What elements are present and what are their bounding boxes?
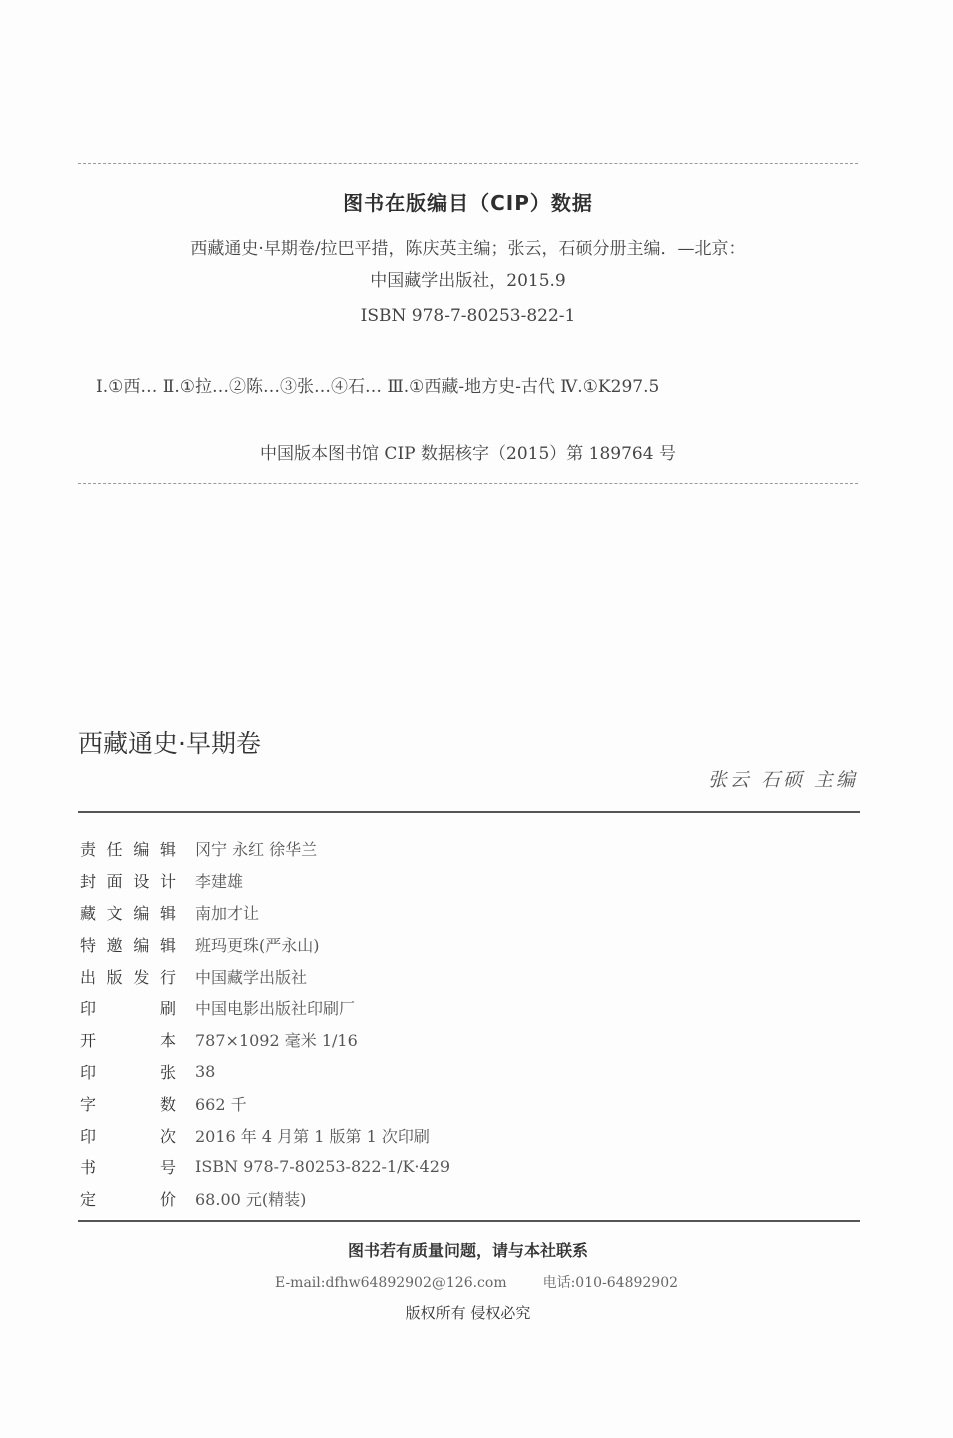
info-value: 班玛更珠(严永山) xyxy=(195,935,320,955)
info-label xyxy=(80,965,176,988)
info-label-char: 编 xyxy=(133,840,150,860)
cip-classification: Ⅰ.①西… Ⅱ.①拉…②陈…③张…④石… Ⅲ.①西藏-地方史-古代 Ⅳ.①K297.5 xyxy=(96,377,660,397)
info-label-char: 定 xyxy=(80,1190,97,1210)
info-label xyxy=(80,901,176,924)
info-label-char: 字 xyxy=(80,1094,97,1114)
info-row xyxy=(80,960,450,992)
info-label-char: 价 xyxy=(159,1190,176,1210)
book-title: 西藏通史·早期卷 xyxy=(78,729,261,758)
info-label-char: 辑 xyxy=(159,840,176,860)
info-label xyxy=(80,1060,176,1083)
info-value: 68.00 元(精装) xyxy=(195,1190,307,1210)
info-label-char: 责 xyxy=(80,840,97,860)
cip-entry-line-1: 西藏通史·早期卷/拉巴平措，陈庆英主编；张云，石硕分册主编．—北京： xyxy=(190,239,746,259)
info-bottom-rule xyxy=(78,1220,860,1222)
info-row xyxy=(80,928,450,960)
cip-title: 图书在版编目（CIP）数据 xyxy=(343,191,593,215)
publication-info-table xyxy=(80,833,450,1215)
info-label-char: 辑 xyxy=(159,903,176,923)
info-top-rule xyxy=(78,811,860,813)
info-label-char: 面 xyxy=(106,872,123,892)
cip-verification: 中国版本图书馆 CIP 数据核字（2015）第 189764 号 xyxy=(260,444,676,464)
info-label-char: 印 xyxy=(80,1062,97,1082)
info-label-char: 发 xyxy=(133,967,150,987)
info-label-char: 刷 xyxy=(159,999,176,1019)
info-label-char: 封 xyxy=(80,872,97,892)
cip-isbn: ISBN 978-7-80253-822-1 xyxy=(360,306,576,326)
info-label-char: 开 xyxy=(80,1031,97,1051)
contact-line xyxy=(0,1272,953,1292)
info-label-char: 邀 xyxy=(106,935,123,955)
info-row xyxy=(80,1151,450,1183)
info-row xyxy=(80,897,450,929)
info-label-char: 设 xyxy=(133,872,150,892)
info-label-char: 辑 xyxy=(159,935,176,955)
info-label-char: 张 xyxy=(159,1062,176,1082)
info-label-char: 号 xyxy=(159,1158,176,1178)
info-label-char: 藏 xyxy=(80,903,97,923)
info-label-char: 本 xyxy=(159,1031,176,1051)
info-row xyxy=(80,865,450,897)
info-label-char: 次 xyxy=(159,1126,176,1146)
info-label xyxy=(80,1092,176,1115)
info-label xyxy=(80,933,176,956)
contact-phone: 电话:010-64892902 xyxy=(542,1275,679,1291)
info-row xyxy=(80,1087,450,1119)
info-label-char: 数 xyxy=(159,1094,176,1114)
info-value: 中国电影出版社印刷厂 xyxy=(195,999,356,1019)
info-value: 李建雄 xyxy=(195,872,244,892)
info-label-char: 行 xyxy=(159,967,176,987)
info-label-char: 书 xyxy=(80,1158,97,1178)
info-label xyxy=(80,869,176,892)
info-value: 662 千 xyxy=(195,1094,247,1114)
info-value: ISBN 978-7-80253-822-1/K·429 xyxy=(195,1157,451,1177)
info-row xyxy=(80,833,450,865)
info-label-char: 出 xyxy=(80,967,97,987)
info-value: 冈宁 永红 徐华兰 xyxy=(195,840,318,860)
info-label-char: 印 xyxy=(80,1126,97,1146)
quality-notice: 图书若有质量问题，请与本社联系 xyxy=(347,1241,588,1260)
info-label xyxy=(80,996,176,1019)
info-value: 南加才让 xyxy=(195,903,260,923)
info-row xyxy=(80,1183,450,1215)
info-label xyxy=(80,1124,176,1147)
info-label xyxy=(80,837,176,860)
cip-entry-line-2: 中国藏学出版社，2015.9 xyxy=(370,271,566,291)
info-label-char: 编 xyxy=(133,935,150,955)
info-value: 787×1092 毫米 1/16 xyxy=(195,1031,358,1051)
info-value: 2016 年 4 月第 1 版第 1 次印刷 xyxy=(195,1126,430,1146)
info-value: 38 xyxy=(195,1061,216,1081)
copyright-notice: 版权所有 侵权必究 xyxy=(405,1304,531,1322)
info-label-char: 文 xyxy=(106,903,123,923)
cip-top-divider xyxy=(78,163,858,164)
info-label-char: 编 xyxy=(133,903,150,923)
info-label-char: 印 xyxy=(80,999,97,1019)
info-row xyxy=(80,1024,450,1056)
cip-bottom-divider xyxy=(78,483,858,484)
info-value: 中国藏学出版社 xyxy=(195,967,308,987)
info-label-char: 计 xyxy=(159,872,176,892)
info-label xyxy=(80,1187,176,1210)
book-editors: 张云 石硕 主编 xyxy=(707,769,858,791)
info-label-char: 特 xyxy=(80,935,97,955)
info-label-char: 版 xyxy=(106,967,123,987)
contact-email: E-mail:dfhw64892902@126.com xyxy=(274,1275,507,1291)
info-label-char: 任 xyxy=(106,840,123,860)
info-row xyxy=(80,1056,450,1088)
info-label xyxy=(80,1155,176,1178)
info-label xyxy=(80,1028,176,1051)
info-row xyxy=(80,992,450,1024)
info-row xyxy=(80,1119,450,1151)
